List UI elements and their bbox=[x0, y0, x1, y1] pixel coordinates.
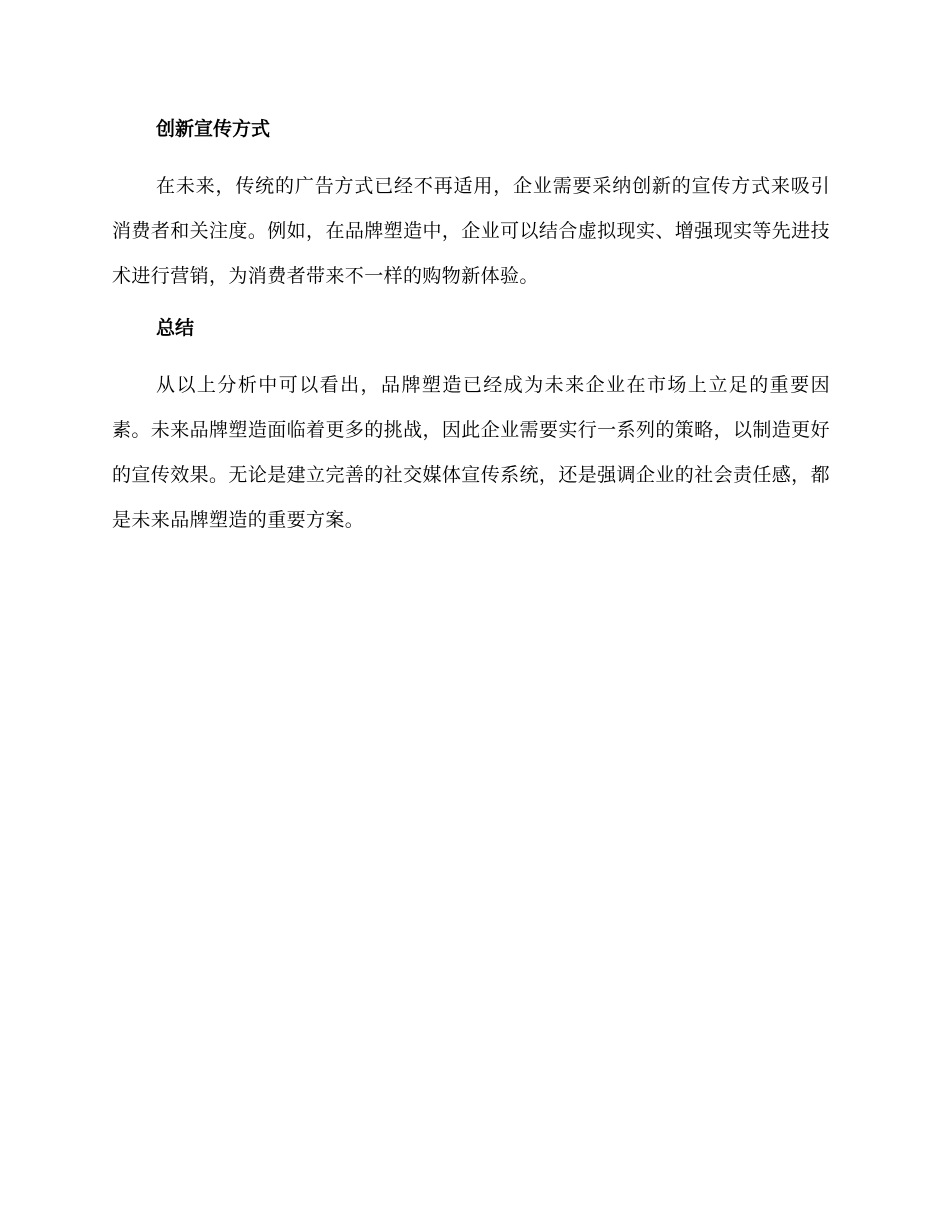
document-body bbox=[112, 112, 830, 543]
section-paragraph-summary: 从以上分析中可以看出，品牌塑造已经成为未来企业在市场上立足的重要因素。未来品牌塑造面临着更多的挑战，因此企业需要实行一系列的策略，以制造更好的宣传效果。无论是建立完善的社交媒体宣传系统，还是强调企业的社会责任感，都是未来品牌塑造的重要方案。 bbox=[112, 374, 830, 531]
section-heading-summary: 总结 bbox=[156, 317, 195, 339]
section-paragraph-innovative-promotion: 在未来，传统的广告方式已经不再适用，企业需要采纳创新的宣传方式来吸引消费者和关注度。例如，在品牌塑造中，企业可以结合虚拟现实、增强现实等先进技术进行营销，为消费者带来不一样的购物新体验。 bbox=[112, 175, 830, 287]
section-heading-innovative-promotion: 创新宣传方式 bbox=[156, 118, 271, 140]
